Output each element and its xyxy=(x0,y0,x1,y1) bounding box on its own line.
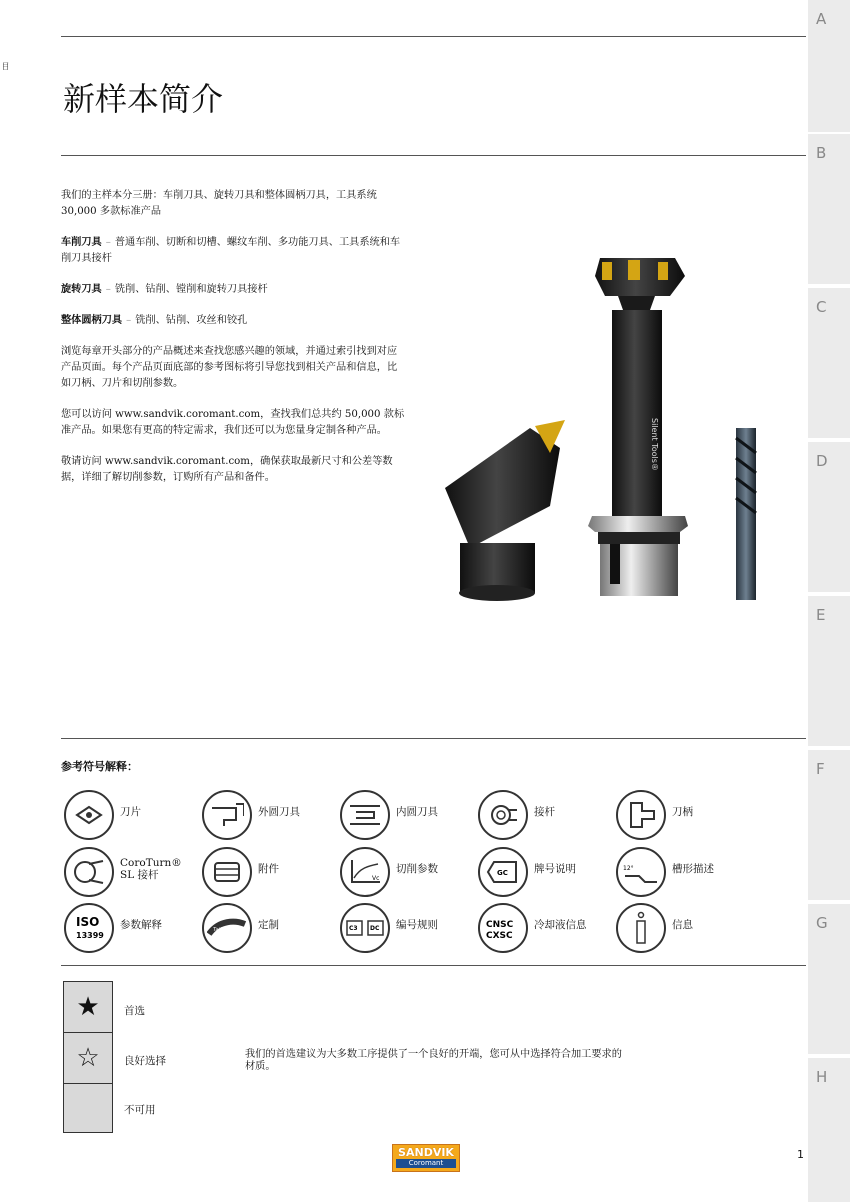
coroturn-sl-icon xyxy=(64,847,114,897)
legend-label: CoroTurn® SL 接杆 xyxy=(120,857,182,881)
not-available-cell xyxy=(64,1084,112,1132)
turning-heading: 车削刀具 xyxy=(61,237,102,248)
tab-c[interactable] xyxy=(808,288,850,438)
tailor-made-icon xyxy=(202,903,252,953)
legend-label: 牌号说明 xyxy=(534,863,576,875)
side-tab-strip xyxy=(808,0,850,1202)
intro-p3 xyxy=(61,282,406,298)
legend-item-info xyxy=(616,903,754,953)
tab-label: G xyxy=(816,914,828,932)
milling-cutter xyxy=(588,258,688,596)
intro-p6: 您可以访问 www.sandvik.coromant.com，查找我们总共约 50,000 款标准产品。如果您有更高的特定需求，我们还可以为您量身定制各种产品。 xyxy=(61,409,405,436)
tab-label: A xyxy=(816,10,827,28)
legend-label: 冷却液信息 xyxy=(534,919,587,931)
internal-tool-icon xyxy=(340,790,390,840)
rating-box xyxy=(63,981,113,1133)
cnsc-label: CNSC xyxy=(486,920,514,930)
tab-label: D xyxy=(816,452,828,470)
dc-label: DC xyxy=(370,925,380,932)
external-tool-icon xyxy=(202,790,252,840)
coolant-icon xyxy=(478,903,528,953)
legend-item-internal-tool xyxy=(340,790,478,840)
intro-text xyxy=(61,188,406,501)
dash: – xyxy=(105,284,111,295)
rotating-heading: 旋转刀具 xyxy=(61,284,102,295)
brand-sub: Coromant xyxy=(396,1159,456,1168)
geometry-icon xyxy=(616,847,666,897)
rating-note: 我们的首选建议为大多数工序提供了一个良好的开端，您可从中选择符合加工要求的材质。 xyxy=(245,1049,622,1072)
intro-p1: 我们的主样本分三册：车削刀具、旋转刀具和整体圆柄刀具，工具系统 30,000 多款标准产品 xyxy=(61,190,377,217)
star-outline-icon: ☆ xyxy=(76,1043,100,1073)
tab-label: F xyxy=(816,760,825,778)
dash: – xyxy=(126,315,132,326)
solid-heading: 整体圆柄刀具 xyxy=(61,315,123,326)
grade-icon xyxy=(478,847,528,897)
legend-item-accessory xyxy=(202,847,340,897)
page-title: 新样本简介 xyxy=(63,80,224,118)
good-choice-cell xyxy=(64,1033,112,1084)
tab-a[interactable] xyxy=(808,0,850,132)
gc-label: GC xyxy=(497,869,508,877)
rating-rule xyxy=(61,965,806,966)
rating-label-good: 良好选择 xyxy=(124,1055,166,1067)
legend-item-adaptor xyxy=(478,790,616,840)
legend-label: 附件 xyxy=(258,863,279,875)
c3-label: C3 xyxy=(349,925,358,932)
adaptor-icon xyxy=(478,790,528,840)
legend-title: 参考符号解释： xyxy=(61,760,138,773)
legend-label: 参数解释 xyxy=(120,919,162,931)
legend-label: 编号规则 xyxy=(396,919,438,931)
legend-label: 刀片 xyxy=(120,806,141,818)
tab-f[interactable] xyxy=(808,750,850,900)
tab-label: H xyxy=(816,1068,828,1086)
page-number: 1 xyxy=(797,1148,804,1161)
vc-label: Vc xyxy=(372,875,380,882)
sandvik-logo xyxy=(392,1144,460,1172)
legend-item-iso xyxy=(64,903,202,953)
legend-label: 外圆刀具 xyxy=(258,806,300,818)
legend-item-tailor-made xyxy=(202,903,340,953)
solid-end-mill xyxy=(736,428,756,600)
legend-label: 信息 xyxy=(672,919,693,931)
accessory-icon xyxy=(202,847,252,897)
legend-label: 刀柄 xyxy=(672,806,693,818)
holder-icon xyxy=(616,790,666,840)
vertical-margin-label: 目 xyxy=(1,62,10,70)
intro-p4 xyxy=(61,313,406,329)
tab-label: E xyxy=(816,606,826,624)
tailor-label: Tailor Made xyxy=(213,927,242,933)
info-icon xyxy=(616,903,666,953)
star-filled-icon: ★ xyxy=(76,992,100,1022)
legend-item-coroturn-sl xyxy=(64,847,202,897)
legend-label: 切削参数 xyxy=(396,863,438,875)
degree-label: 12° xyxy=(623,865,634,872)
legend-item-cutting-data xyxy=(340,847,478,897)
tab-label: B xyxy=(816,144,827,162)
cxsc-label: CXSC xyxy=(486,931,513,941)
legend-label: 定制 xyxy=(258,919,279,931)
intro-p5: 浏览每章开头部分的产品概述来查找您感兴趣的领域，并通过索引找到对应产品页面。每个产品页面底部的参考图标将引导您找到相关产品和信息，比如刀柄、刀片和切削参数。 xyxy=(61,346,398,389)
legend-item-coolant xyxy=(478,903,616,953)
cutting-data-icon xyxy=(340,847,390,897)
turning-holder xyxy=(445,420,565,601)
legend-label: 接杆 xyxy=(534,806,555,818)
legend-item-code-key xyxy=(340,903,478,953)
preferred-cell xyxy=(64,982,112,1033)
dash: – xyxy=(105,237,111,248)
insert-icon xyxy=(64,790,114,840)
title-rule xyxy=(61,155,806,156)
turning-body: 普通车削、切断和切槽、螺纹车削、多功能刀具、工具系统和车削刀具接杆 xyxy=(61,237,401,264)
rating-label-preferred: 首选 xyxy=(124,1005,145,1017)
rating-label-unavailable: 不可用 xyxy=(124,1104,156,1116)
product-image xyxy=(440,248,770,608)
legend-item-insert xyxy=(64,790,202,840)
legend-rule xyxy=(61,738,806,739)
intro-p7: 敬请访问 www.sandvik.coromant.com，确保获取最新尺寸和公差等数据，详细了解切削参数，订购所有产品和备件。 xyxy=(61,456,393,483)
top-rule xyxy=(61,36,806,37)
tab-e[interactable] xyxy=(808,596,850,746)
brand-name: SANDVIK xyxy=(398,1146,454,1159)
tab-g[interactable] xyxy=(808,904,850,1054)
iso-number: 13399 xyxy=(76,931,104,940)
legend-item-holder xyxy=(616,790,754,840)
tool-brand-text: Silent Tools® xyxy=(650,418,659,471)
legend-item-grade xyxy=(478,847,616,897)
rotating-body: 铣削、钻削、镗削和旋转刀具接杆 xyxy=(114,284,268,295)
iso-icon xyxy=(64,903,114,953)
tab-label: C xyxy=(816,298,827,316)
legend-label: 槽形描述 xyxy=(672,863,714,875)
solid-body: 铣削、钻削、攻丝和铰孔 xyxy=(135,315,248,326)
legend-item-geometry xyxy=(616,847,754,897)
tab-h[interactable] xyxy=(808,1058,850,1202)
legend-label: 内圆刀具 xyxy=(396,806,438,818)
tab-b[interactable] xyxy=(808,134,850,284)
code-key-icon xyxy=(340,903,390,953)
legend-item-external-tool xyxy=(202,790,340,840)
intro-p2 xyxy=(61,235,406,267)
tab-d[interactable] xyxy=(808,442,850,592)
iso-label: ISO xyxy=(76,915,100,929)
